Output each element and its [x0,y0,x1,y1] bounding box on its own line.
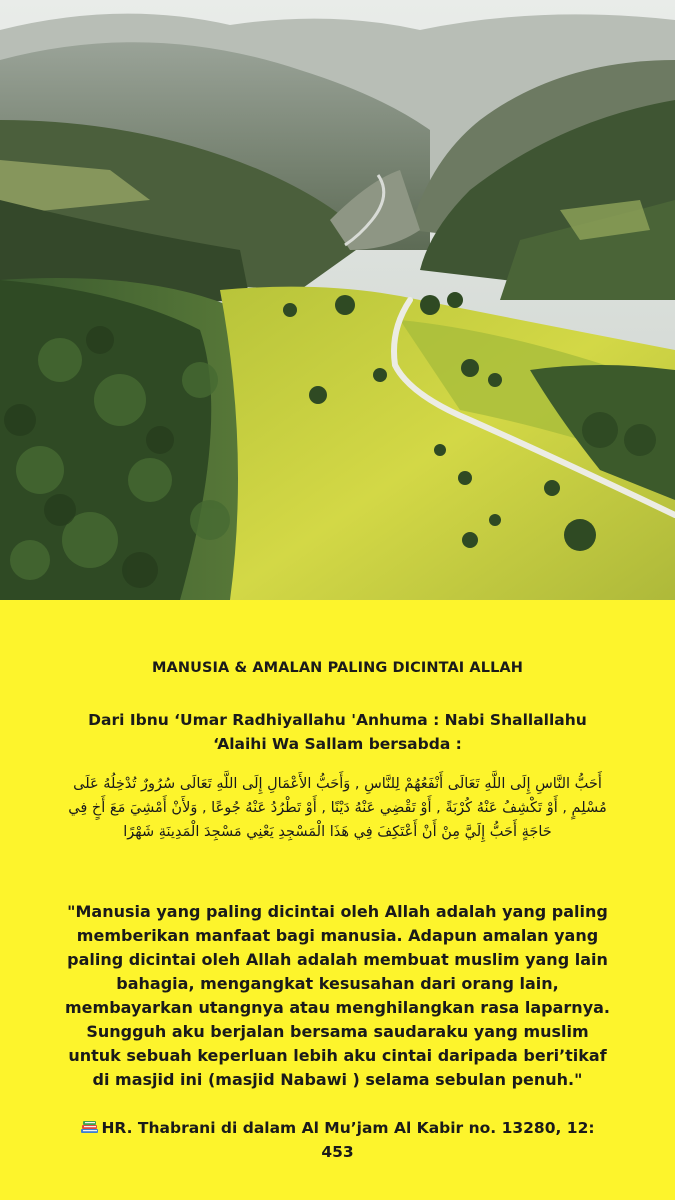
page-title: MANUSIA & AMALAN PALING DICINTAI ALLAH [151,660,523,676]
quote-panel [0,600,675,1200]
source-text: HR. Thabrani di dalam Al Mu’jam Al Kabir no. 13280, 12: 453 [101,1119,595,1161]
translation-text: "Manusia yang paling dicintai oleh Allah adalah yang paling memberikan manfaat bagi manusia. Adapun amalan yang paling dicintai oleh Allah adalah membuat muslim yang lain bahagia, mengangkat kesusahan dari orang lain, membayarkan utangnya atau menghilangkan rasa laparnya. Sungguh aku berjalan bersama saudaraku yang muslim untuk sebuah keperluan lebih aku cintai daripada beri’tikaf di masjid ini (masjid Nabawi ) selama sebulan penuh." [65,902,610,1089]
source-reference [62,1116,613,1164]
books-icon [80,1117,99,1131]
arabic-hadith-text: أَحَبُّ النَّاسِ إِلَى اللَّهِ تَعَالَى أَنْفَعُهُمْ لِلنَّاسِ , وَأَحَبُّ الأَعْمَالِ إِلَى اللَّهِ تَعَالَى سُرُورٌ تُدْخِلُهُ عَلَى مُسْلِمٍ , أَوْ تَكْشِفُ عَنْهُ كُرْبَةً , أَوْ تَقْضِي عَنْهُ دَيْنًا , أَوْ تَطْرُدُ عَنْهُ جُوعًا , وَلأَنْ أَمْشِيَ مَعَ أَخٍ فِي حَاجَةٍ أَحَبُّ إِلَيَّ مِنْ أَنْ أَعْتَكِفَ فِي هَذَا الْمَسْجِدِ يَعْنِي مَسْجِدَ الْمَدِينَةِ شَهْرًا [68,776,607,840]
narration-intro: Dari Ibnu ‘Umar Radhiyallahu 'Anhuma : Nabi Shallallahu ‘Alaihi Wa Sallam bersabda : [88,711,587,753]
